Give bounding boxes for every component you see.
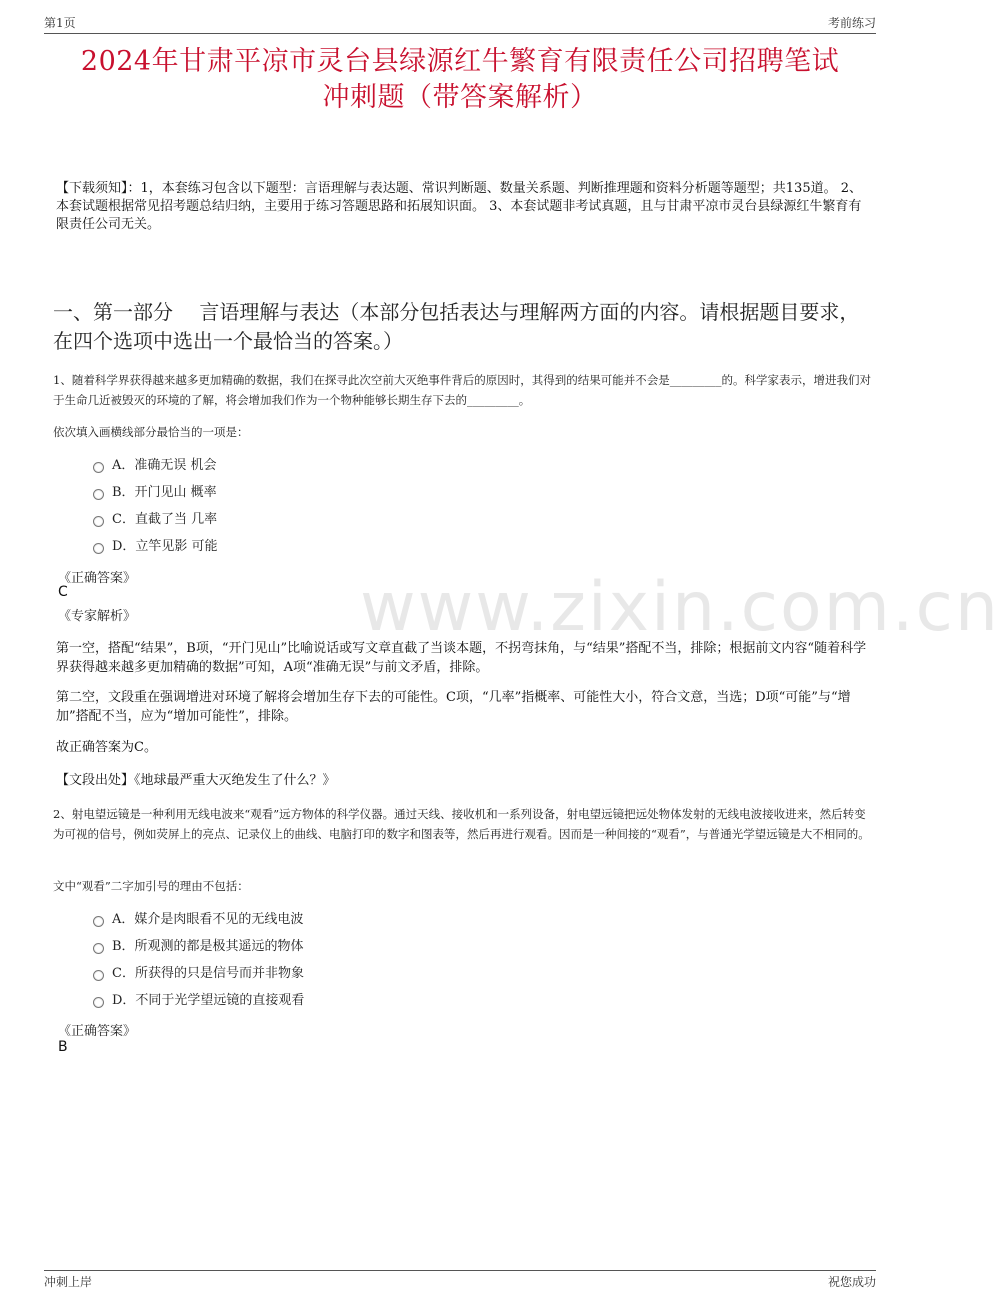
q1-option-a[interactable] <box>93 456 217 476</box>
option-label: A．媒介是肉眼看不见的无线电波 <box>112 912 304 927</box>
question-2-text: 2、射电望远镜是一种利用无线电波来“观看”远方物体的科学仪器。通过天线、接收机和一系列设备，射电望远镜把远处物体发射的无线电波接收进来，然后转变为可视的信号，例如荧屏上的亮点、记录仪上的曲线、电脑打印的数字和图表等，然后再进行观看。因而是一种间接的“观看”，与普通光学望远镜是大不相同的。 <box>53 807 870 841</box>
radio-icon[interactable] <box>93 916 104 927</box>
header-rule <box>44 33 876 34</box>
q2-option-b[interactable] <box>93 937 304 957</box>
option-label: B．开门见山 概率 <box>112 485 217 500</box>
q1-analysis-label: 《专家解析》 <box>58 609 137 624</box>
radio-icon[interactable] <box>93 462 104 473</box>
radio-icon[interactable] <box>93 489 104 500</box>
option-label: D．不同于光学望远镜的直接观看 <box>112 993 305 1008</box>
option-label: B．所观测的都是极其遥远的物体 <box>112 939 304 954</box>
question-2-prompt: 文中“观看”二字加引号的理由不包括： <box>53 879 249 893</box>
footer-left: 冲刺上岸 <box>44 1275 93 1289</box>
q1-option-d[interactable] <box>93 537 218 557</box>
footer-right: 祝您成功 <box>827 1275 876 1289</box>
radio-icon[interactable] <box>93 543 104 554</box>
option-label: D．立竿见影 可能 <box>112 539 218 554</box>
page-number: 第1页 <box>44 16 76 30</box>
radio-icon[interactable] <box>93 970 104 981</box>
doc-title-line2: 冲刺题（带答案解析） <box>322 82 598 113</box>
question-1-prompt: 依次填入画横线部分最恰当的一项是： <box>53 425 249 439</box>
doc-title-line1: 2024年甘肃平凉市灵台县绿源红牛繁育有限责任公司招聘笔试 <box>80 46 840 77</box>
question-1-text: 1、随着科学界获得越来越多更加精确的数据，我们在探寻此次空前大灭绝事件背后的原因时，其得到的结果可能并不会是_________的。科学家表示，增进我们对于生命几近被毁灭的环境的了解，将会增加我们作为一个物种能够长期生存下去的_________。 <box>53 373 872 407</box>
radio-icon[interactable] <box>93 516 104 527</box>
radio-icon[interactable] <box>93 997 104 1008</box>
footer-rule <box>44 1270 876 1271</box>
option-label: C．所获得的只是信号而并非物象 <box>112 966 304 981</box>
q1-analysis-para-2: 第二空，文段重在强调增进对环境了解将会增加生存下去的可能性。C项，“几率”指概率、可能性大小，符合文意，当选；D项“可能”与“增加”搭配不当，应为“增加可能性”，排除。 <box>56 690 851 724</box>
q2-option-a[interactable] <box>93 910 303 930</box>
watermark: www.zixin.com.cn <box>360 568 1000 647</box>
q1-source: 【文段出处】《地球最严重大灭绝发生了什么？》 <box>56 773 336 788</box>
q1-conclusion: 故正确答案为C。 <box>56 740 157 755</box>
radio-icon[interactable] <box>93 943 104 954</box>
option-label: A．准确无误 机会 <box>112 458 217 473</box>
section-heading: 一、第一部分 言语理解与表达（本部分包括表达与理解两方面的内容。请根据题目要求，在四个选项中选出一个最恰当的答案。） <box>53 300 860 353</box>
q1-answer: C <box>58 584 68 600</box>
option-label: C．直截了当 几率 <box>112 512 218 527</box>
q1-analysis-para-1: 第一空，搭配“结果”，B项，“开门见山”比喻说话或写文章直截了当谈本题，不拐弯抹角，与“结果”搭配不当，排除；根据前文内容“随着科学界获得越来越多更加精确的数据”可知，A项“准确无误”与前文矛盾，排除。 <box>56 641 867 675</box>
q1-option-b[interactable] <box>93 483 217 503</box>
q1-option-c[interactable] <box>93 510 217 530</box>
q2-answer-label: 《正确答案》 <box>58 1024 137 1039</box>
q2-option-c[interactable] <box>93 964 304 984</box>
header-label: 考前练习 <box>827 16 876 30</box>
download-notice: 【下载须知】：1，本套练习包含以下题型：言语理解与表达题、常识判断题、数量关系题、判断推理题和资料分析题等题型；共135道。 2、本套试题根据常见招考题总结归纳，主要用于练习答题思路和拓展知识面。 3、本套试题非考试真题，且与甘肃平凉市灵台县绿源红牛繁育有限责任公司无关。 <box>56 181 862 232</box>
q2-option-d[interactable] <box>93 991 304 1011</box>
q2-answer: B <box>58 1039 68 1055</box>
q1-answer-label: 《正确答案》 <box>58 571 137 586</box>
